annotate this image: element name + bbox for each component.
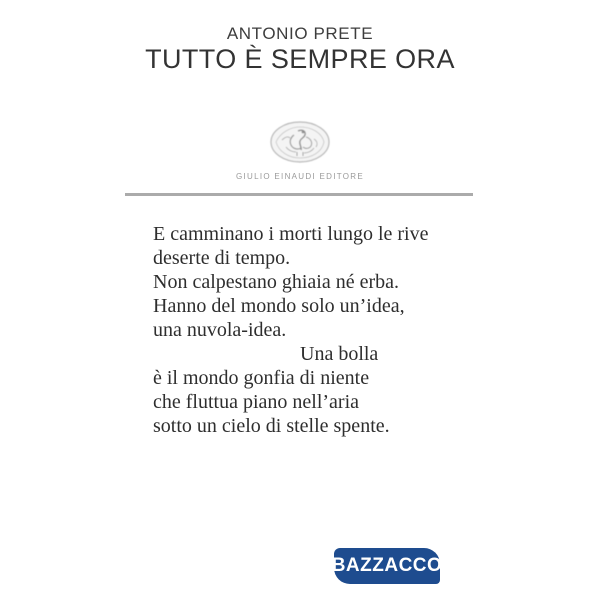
poem-line: una nuvola-idea. <box>153 319 287 341</box>
publisher-logo-block <box>0 119 600 181</box>
publisher-name: GIULIO EINAUDI EDITORE <box>235 172 365 181</box>
poem-line: Una bolla <box>300 343 379 365</box>
poem-line: sotto un cielo di stelle spente. <box>153 415 390 437</box>
author-name: ANTONIO PRETE <box>226 24 374 43</box>
poem-excerpt <box>153 222 429 438</box>
bazzacco-badge: BAZZACCO <box>334 548 440 584</box>
poem-line: deserte di tempo. <box>153 247 291 269</box>
poem-line: è il mondo gonfia di niente <box>153 367 370 389</box>
einaudi-ostrich-emblem-icon <box>268 119 332 167</box>
book-title: TUTTO È SEMPRE ORA <box>145 44 455 74</box>
poem-line: Hanno del mondo solo un’idea, <box>153 295 405 317</box>
divider-rule <box>125 193 473 196</box>
poem-line: che fluttua piano nell’aria <box>153 391 360 413</box>
poem-line: E camminano i morti lungo le rive <box>153 223 429 245</box>
poem-line: Non calpestano ghiaia né erba. <box>153 271 400 293</box>
